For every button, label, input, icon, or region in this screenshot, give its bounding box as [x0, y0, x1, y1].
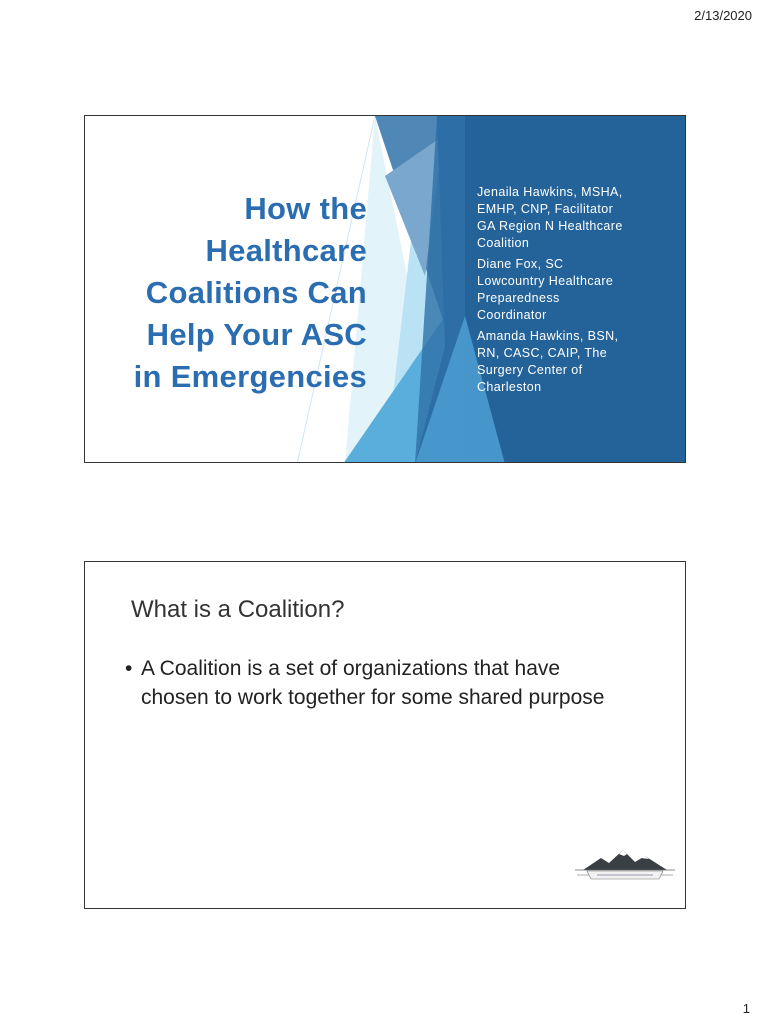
presenter-line: RN, CASC, CAIP, The [477, 346, 608, 360]
title-line: in Emergencies [133, 359, 367, 394]
presenter-entry [477, 256, 667, 324]
presenter-line: Diane Fox, SC [477, 257, 564, 271]
title-line: How the [244, 191, 367, 226]
page-number: 1 [742, 1001, 750, 1016]
presenter-line: Jenaila Hawkins, MSHA, [477, 185, 623, 199]
slide1-title [105, 188, 367, 398]
page-date: 2/13/2020 [694, 8, 752, 23]
presenter-line: EMHP, CNP, Facilitator [477, 202, 614, 216]
slide-title-slide [84, 115, 686, 463]
presenter-list [477, 184, 667, 400]
presenter-entry [477, 184, 667, 252]
presenter-line: Amanda Hawkins, BSN, [477, 329, 619, 343]
bullet-marker: • [125, 657, 133, 680]
mountain-logo-icon [573, 848, 677, 884]
bullet-item [125, 654, 625, 712]
bullet-text: A Coalition is a set of organizations that have chosen to work together for some shared purpose [141, 657, 605, 709]
title-line: Help Your ASC [146, 317, 367, 352]
slide-what-is-coalition [84, 561, 686, 909]
title-line: Healthcare [205, 233, 367, 268]
presenter-line: Coalition [477, 236, 530, 250]
presenter-line: Charleston [477, 380, 542, 394]
presenter-entry [477, 328, 667, 396]
presenter-line: GA Region N Healthcare [477, 219, 623, 233]
presenter-line: Surgery Center of [477, 363, 583, 377]
slide2-title: What is a Coalition? [131, 596, 345, 623]
presenter-line: Lowcountry Healthcare [477, 274, 614, 288]
presenter-line: Preparedness [477, 291, 560, 305]
title-line: Coalitions Can [145, 275, 367, 310]
presenter-line: Coordinator [477, 308, 547, 322]
